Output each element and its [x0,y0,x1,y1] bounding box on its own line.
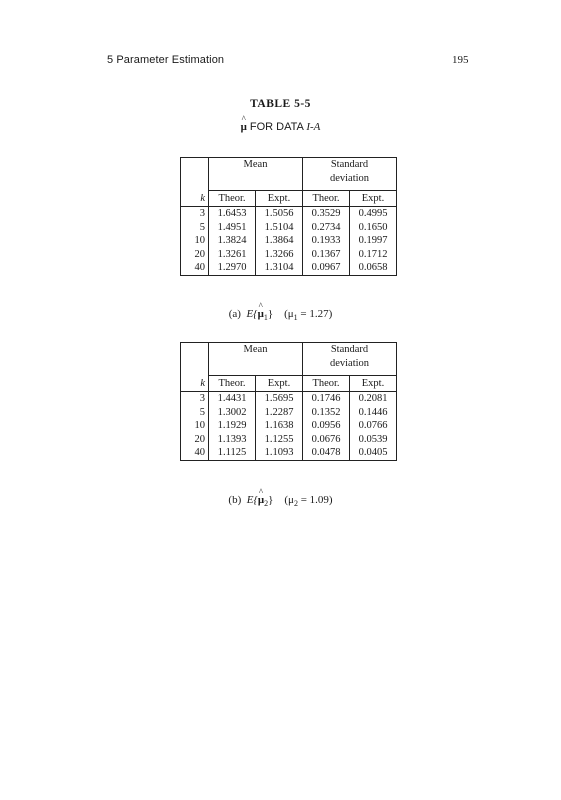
page-number: 195 [452,54,469,66]
k-value: 40 [181,446,209,460]
expt-header: Expt. [256,191,303,207]
cell-value: 1.1125 [209,446,256,460]
cell-value: 0.0967 [303,261,350,275]
cell-value: 0.0539 [350,433,397,447]
mean-group-header: Mean [209,158,303,191]
cell-value: 0.0676 [303,433,350,447]
cell-value: 0.2734 [303,221,350,235]
cell-value: 1.3824 [217,235,247,246]
running-header-chapter: 5 Parameter Estimation [107,54,225,66]
table-row [181,234,397,248]
table-row [181,207,397,221]
table-row [181,248,397,262]
subtitle-text: FOR DATA [246,121,307,133]
k-value: 3 [181,392,209,406]
cell-value: 1.4431 [217,393,247,404]
cell-value: 1.1393 [217,433,247,445]
cell-value: 1.2970 [209,261,256,275]
cell-value: 1.1638 [256,419,303,433]
cell-value: 0.1367 [303,248,350,262]
std-group-header: Standard deviation [303,158,397,191]
cell-value: 0.3529 [303,207,350,221]
table-subtitle [0,121,561,133]
cell-value: 0.0405 [350,446,397,460]
cell-value: 1.3864 [256,234,303,248]
cell-value: 0.0766 [350,419,397,433]
mu-hat-symbol: ^ μ [241,121,247,133]
table-title: TABLE 5-5 [250,98,311,110]
table-a [180,157,397,276]
cell-value: 1.3261 [217,248,247,260]
k-value: 20 [181,248,209,262]
expt-header: Expt. [350,191,397,207]
cell-value: 1.5104 [256,221,303,235]
cell-value: 0.1746 [303,392,350,406]
data-id: I-A [306,121,321,133]
cell-value: 0.1352 [303,406,350,420]
caption-b: (b) E{^ $\mu_2$} $(\mu_2 = 1.09)$ [0,494,561,508]
mean-group-header: Mean [209,343,303,376]
k-value: 5 [181,406,209,420]
cell-value: 0.1712 [350,248,397,262]
cell-value: 1.3266 [256,248,303,262]
cell-value: 0.0956 [303,419,350,433]
table-row [181,261,397,275]
table-row [181,406,397,420]
cell-value: 1.5056 [256,207,303,221]
cell-value: 1.1929 [217,420,247,431]
cell-value: 0.4995 [350,207,397,221]
k-value: 40 [181,261,209,275]
k-header: k [181,376,209,392]
cell-value: 1.1093 [256,446,303,460]
cell-value: 1.1255 [256,433,303,447]
cell-value: 1.4951 [217,221,247,233]
k-header: k [181,191,209,207]
expt-header: Expt. [350,376,397,392]
std-group-header: Standard deviation [303,343,397,376]
theor-header: Theor. [303,376,350,392]
cell-value: 0.1997 [350,234,397,248]
cell-value: 1.2287 [256,406,303,420]
table-row [181,433,397,447]
k-value: 10 [181,419,209,433]
cell-value: 1.6453 [217,208,247,219]
cell-value: 0.0478 [303,446,350,460]
table-b [180,342,397,461]
table-row [181,419,397,433]
cell-value: 0.1650 [350,221,397,235]
theor-header: Theor. [209,376,256,392]
cell-value: 1.3104 [256,261,303,275]
cell-value: 0.0658 [350,261,397,275]
k-value: 3 [181,207,209,221]
cell-value: 1.5695 [256,392,303,406]
k-value: 5 [181,221,209,235]
theor-header: Theor. [303,191,350,207]
expt-header: Expt. [256,376,303,392]
table-row [181,446,397,460]
theor-header: Theor. [209,191,256,207]
caption-a: (a) E{^ $\mu_1$} $(\mu_1 = 1.27)$ [0,308,561,322]
k-value: 20 [181,433,209,447]
cell-value: 0.1933 [303,234,350,248]
k-value: 10 [181,234,209,248]
cell-value: 0.1446 [350,406,397,420]
table-row [181,392,397,406]
cell-value: 0.2081 [350,392,397,406]
cell-value: 1.3002 [217,406,247,418]
table-row [181,221,397,235]
